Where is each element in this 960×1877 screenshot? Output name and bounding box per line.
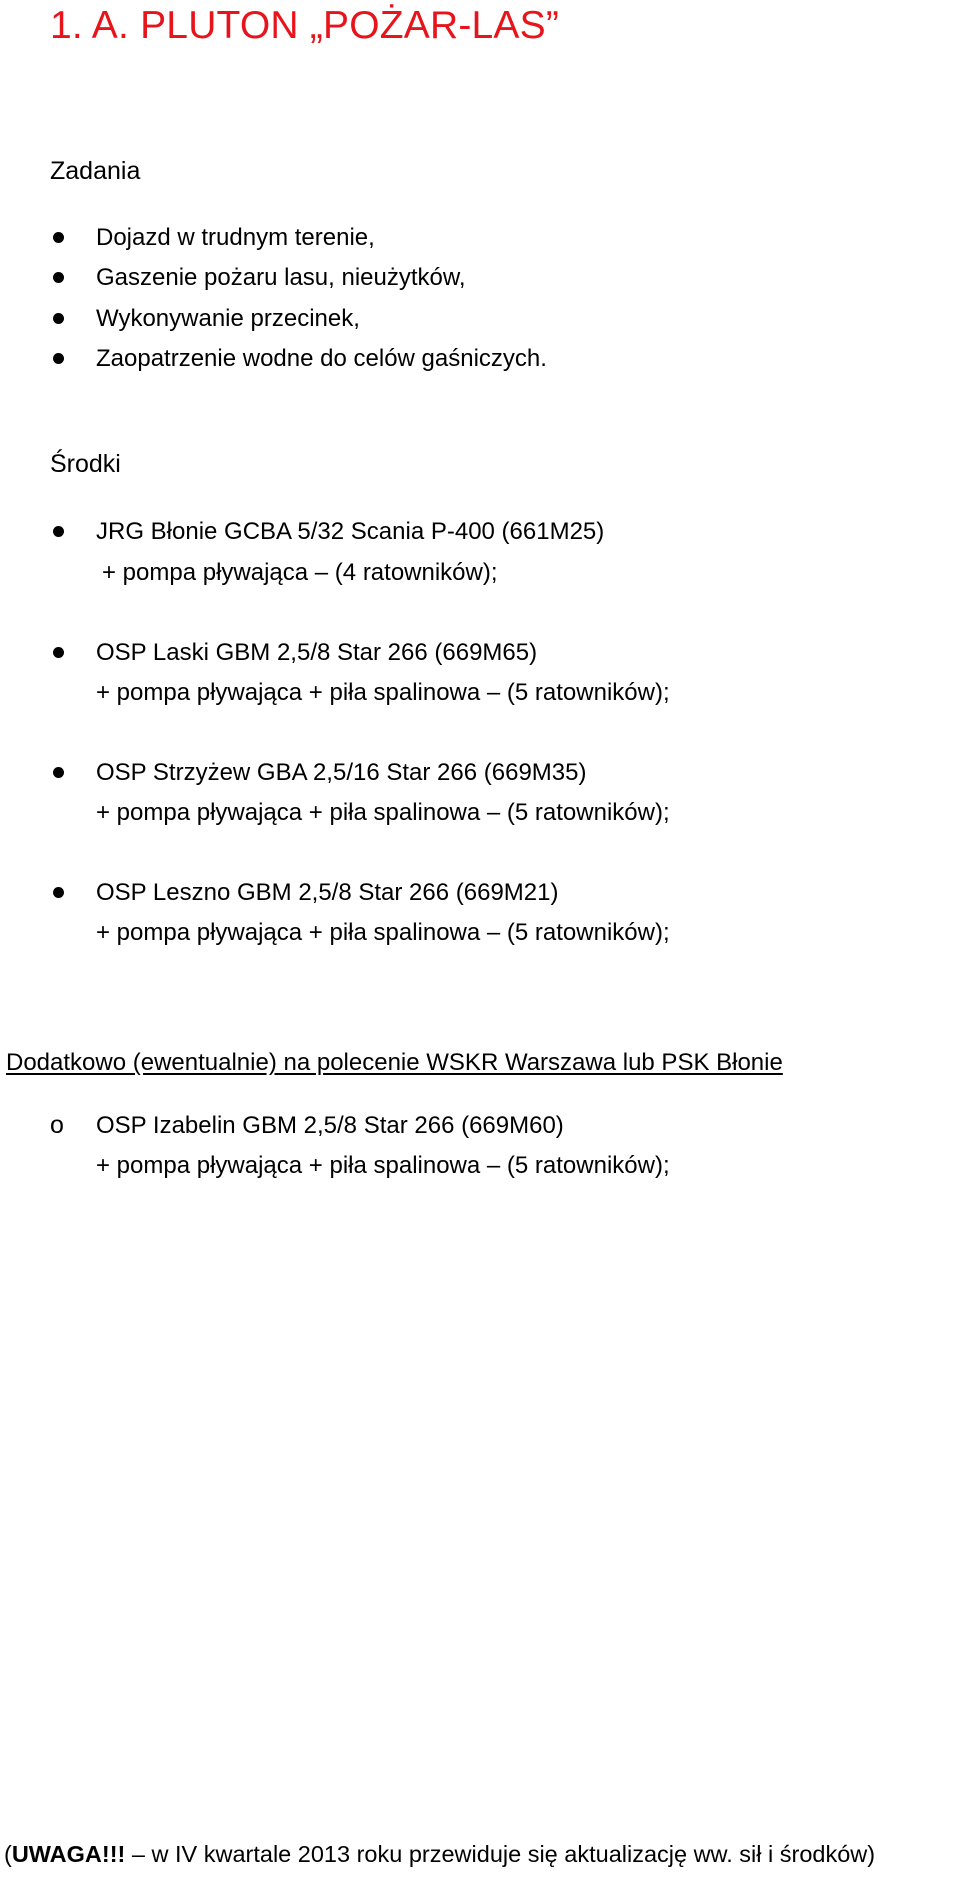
task-item: Gaszenie pożaru lasu, nieużytków, [96,264,466,291]
bullet-icon [53,647,64,658]
footer-open: ( [4,1841,12,1867]
page-title: 1. A. PLUTON „POŻAR-LAS” [50,4,560,47]
bullet-icon [53,767,64,778]
resource-unit: OSP Laski GBM 2,5/8 Star 266 (669M65) [96,639,538,666]
tasks-heading: Zadania [50,157,141,185]
resource-equipment: + pompa pływająca + piła spalinowa – (5 ratowników); [96,679,670,706]
additional-heading: Dodatkowo (ewentualnie) na polecenie WSKR Warszawa lub PSK Błonie [6,1049,783,1076]
resource-equipment: + pompa pływająca + piła spalinowa – (5 ratowników); [96,919,670,946]
resource-unit: OSP Leszno GBM 2,5/8 Star 266 (669M21) [96,879,559,906]
footer-emphasis: UWAGA!!! [11,1841,126,1867]
resource-unit: OSP Strzyżew GBA 2,5/16 Star 266 (669M35) [96,759,587,786]
resource-equipment: + pompa pływająca – (4 ratowników); [102,559,498,586]
bullet-icon [53,232,64,243]
resource-equipment: + pompa pływająca + piła spalinowa – (5 ratowników); [96,799,670,826]
additional-equipment: + pompa pływająca + piła spalinowa – (5 ratowników); [96,1152,670,1179]
task-item: Dojazd w trudnym terenie, [96,224,375,251]
bullet-icon [53,313,64,324]
bullet-icon [53,526,64,537]
bullet-icon [53,887,64,898]
resources-heading: Środki [50,450,121,478]
additional-unit: OSP Izabelin GBM 2,5/8 Star 266 (669M60) [96,1112,564,1139]
footer-note [4,1843,875,1867]
task-item: Zaopatrzenie wodne do celów gaśniczych. [96,345,547,372]
bullet-icon [53,272,64,283]
bullet-icon [53,353,64,364]
circle-bullet-icon: o [50,1111,64,1139]
footer-rest: – w IV kwartale 2013 roku przewiduje się aktualizację ww. sił i środków) [125,1841,876,1867]
resource-unit: JRG Błonie GCBA 5/32 Scania P-400 (661M25) [96,518,605,545]
task-item: Wykonywanie przecinek, [96,305,360,332]
